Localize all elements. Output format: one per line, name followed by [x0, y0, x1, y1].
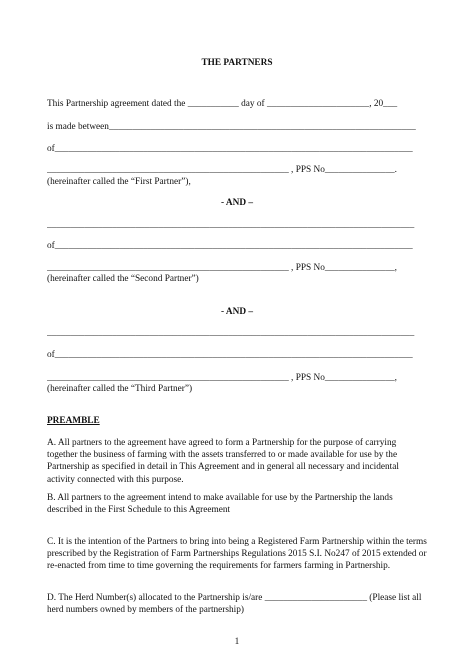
third-partner-address-line: of_____________________________________________________________________________ [47, 350, 413, 360]
second-partner-label: (hereinafter called the “Second Partner”) [47, 274, 199, 284]
and-separator-1: - AND – [220, 198, 254, 208]
third-partner-pps-line: ____________________________________________________ , PPS No_______________, [47, 373, 397, 383]
first-partner-label: (hereinafter called the “First Partner”), [47, 177, 191, 187]
second-partner-address-line: of_____________________________________________________________________________ [47, 241, 413, 251]
page-number: 1 [234, 637, 240, 647]
and-separator-2: - AND – [220, 307, 254, 317]
preamble-clause-b: B. All partners to the agreement intend to make available for use by the Partnership the lands described in the First Schedule to this Agreement [47, 493, 393, 516]
page-title: THE PARTNERS [201, 58, 273, 68]
third-partner-name-line: _______________________________________________________________________________ [47, 328, 415, 338]
second-partner-pps-line: ____________________________________________________ , PPS No_______________, [47, 263, 397, 273]
made-between-line: is made between__________________________________________________________________ [47, 122, 416, 132]
preamble-heading: PREAMBLE [47, 416, 100, 426]
second-partner-name-line: _______________________________________________________________________________ [47, 220, 415, 230]
preamble-clause-d: D. The Herd Number(s) allocated to the Partnership is/are ______________________ (Please list all herd numbers owned by members of the partnership) [47, 593, 422, 616]
first-partner-address-line: of_____________________________________________________________________________ [47, 144, 413, 154]
preamble-clause-a: A. All partners to the agreement have agreed to form a Partnership for the purpose of carrying together the business of farming with the assets transferred to or made available for use by the Partnership as specified in detail in This Agreement and in general all necessary and incidental activity connected with this purpose. [47, 438, 399, 485]
first-partner-pps-line: ____________________________________________________ , PPS No_______________. [47, 165, 397, 175]
agreement-date-line: This Partnership agreement dated the ___________ day of ______________________, 20___ [47, 99, 398, 109]
third-partner-label: (hereinafter called the “Third Partner”) [47, 384, 193, 394]
preamble-clause-c: C. It is the intention of the Partners to bring into being a Registered Farm Partnership within the terms prescribed by the Registration of Farm Partnerships Regulations 2015 S.I. No247 of 2015 extended or re-enacted from time to time governing the requirements for farmers farming in Partnership. [47, 537, 427, 572]
